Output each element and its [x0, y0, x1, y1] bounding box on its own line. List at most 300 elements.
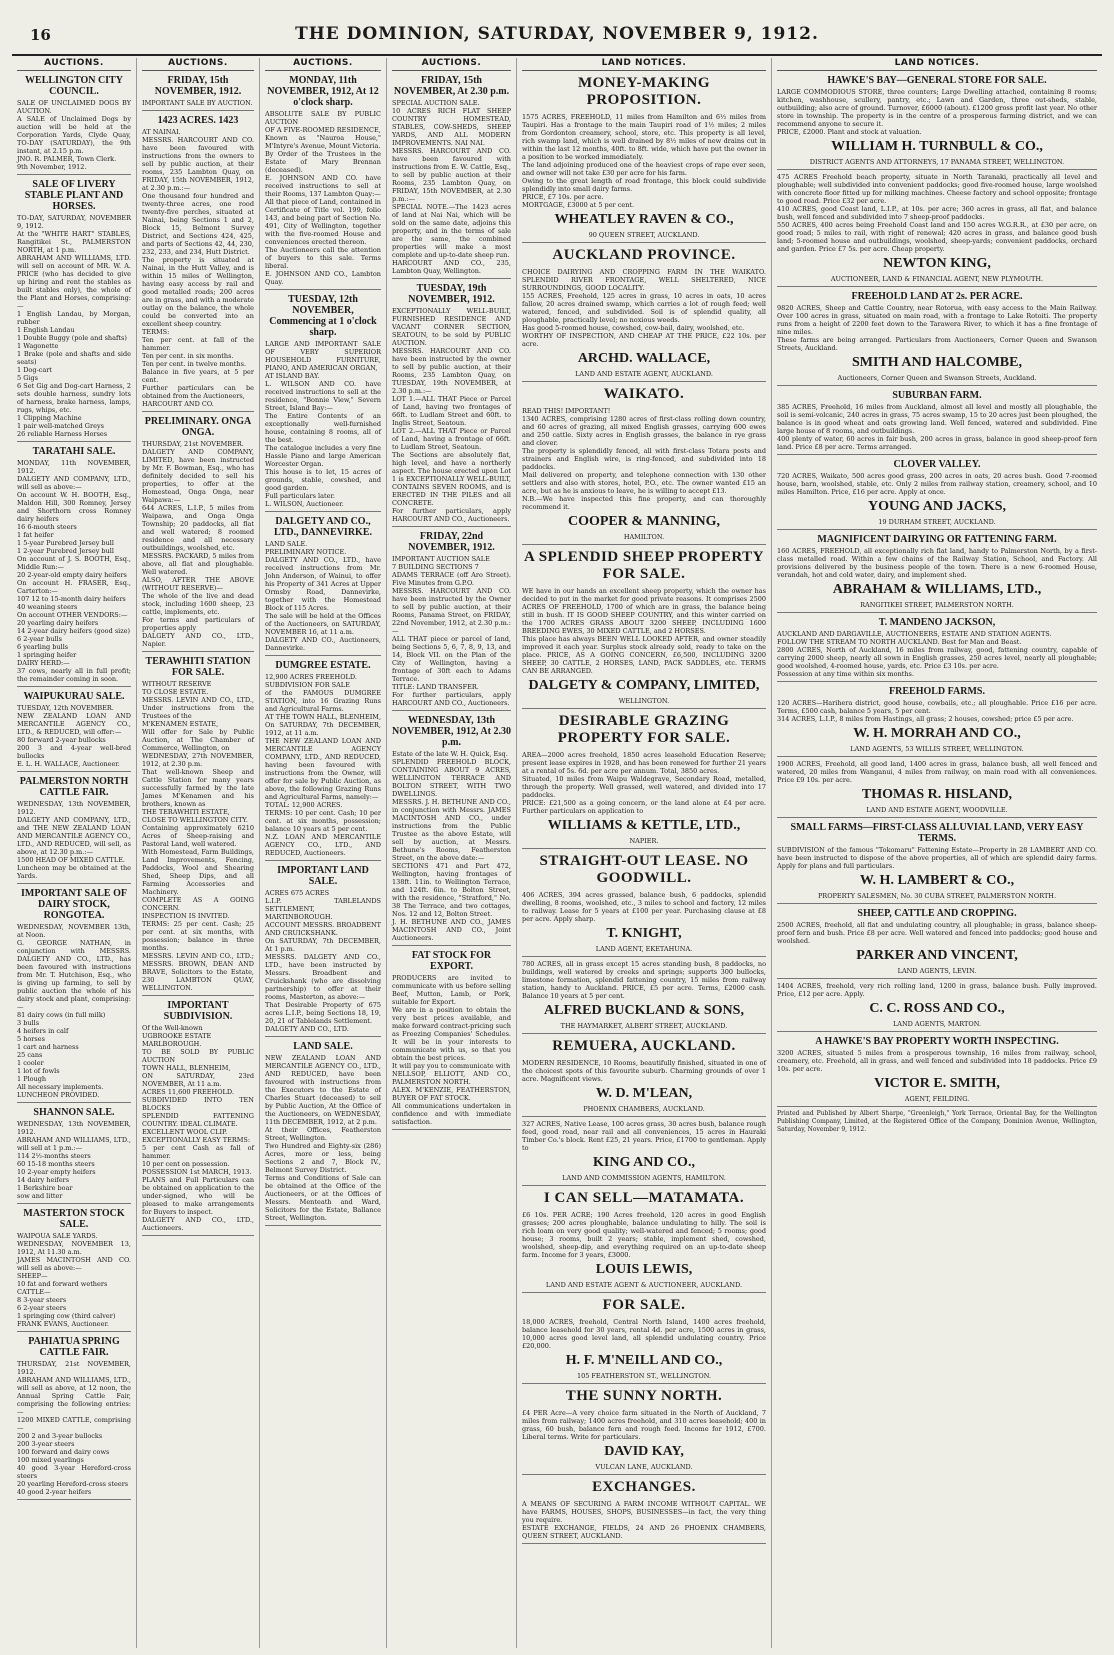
ad-text-line: 9th November, 1912. — [17, 163, 87, 171]
ad-text-line: THE TERAWHITI ESTATE, — [142, 808, 230, 816]
ad-text-line: 475 ACRES Freehold beach property, situate in North Taranaki, practically all level and ploughable; well subdivided into convenient paddocks; good five-roomed house, large woolshed with concrete floor fitted up for milking machines. Cheese factory and school opposite; frontage to good road. Price £32 per acre. — [777, 173, 1097, 205]
advertisement — [17, 446, 131, 687]
ad-text-line: L.I.P. TABLELANDS SETTLEMENT, MARTINBOROUGH. — [265, 897, 381, 921]
ad-text-line: ADAMS TERRACE (off Aro Street). Five Minutes from G.P.O. — [392, 571, 511, 587]
ad-text-line: AUCKLAND AND DARGAVILLE, AUCTIONEERS, ESTATE AND STATION AGENTS. — [777, 630, 1052, 638]
ad-text-line: 410 ACRES, good Coast land, L.I.P., at 10s. per acre; 360 acres in grass, all flat, and balance bush, well fenced and subdivided into 7 sheep-proof paddocks. — [777, 205, 1097, 221]
ad-heading: LAND SALE. — [293, 1041, 353, 1052]
ad-text-line: TOTAL: 12,900 ACRES. — [265, 801, 343, 809]
ad-firm-address: 19 DURHAM STREET, AUCKLAND. — [878, 518, 996, 526]
ad-text-line: 1 Brake (pole and shafts and side seats) — [17, 350, 131, 366]
ad-text-line: Balance in five years, at 5 per cent. — [142, 368, 254, 384]
ad-heading: TUESDAY, 19th NOVEMBER, 1912. — [408, 283, 495, 305]
advertisement — [142, 416, 254, 652]
ad-text-line: 10 per cent on possession. — [142, 1160, 230, 1168]
ad-heading: DUMGREE ESTATE. — [275, 660, 371, 671]
ad-text-line: TO BE SOLD BY PUBLIC AUCTION — [142, 1048, 254, 1064]
ad-text-line: IMPORTANT AUCTION SALE — [392, 555, 490, 563]
ad-display-heading: AUCKLAND PROVINCE. — [552, 247, 736, 263]
ad-firm-address: LAND AND ESTATE AGENT, AUCKLAND. — [575, 370, 713, 378]
ad-heading: WELLINGTON CITY COUNCIL. — [25, 75, 123, 97]
ad-firm-name: WILLIAM H. TURNBULL & CO., — [831, 139, 1043, 154]
ad-firm-name: NEWTON KING, — [883, 256, 991, 271]
ad-text-line: Has good 5-roomed house, cowshed, cow-bail, dairy, woolshed, etc. — [522, 324, 745, 332]
ad-firm-name: C. C. ROSS AND CO., — [869, 1001, 1005, 1016]
ad-heading: IMPORTANT SALE OF DAIRY STOCK, RONGOTEA. — [21, 888, 127, 921]
ad-text-line: M'KENAMEN ESTATE, — [142, 720, 219, 728]
ad-text-line: 14 2-year dairy heifers (good size) — [17, 627, 131, 635]
ad-text-line: 1200 MIXED CATTLE, comprising— — [17, 1416, 131, 1432]
ad-text-line: 10 2-year empty heifers — [17, 1168, 96, 1176]
ad-text-line: TERMS: — [142, 328, 170, 336]
ad-text-line: ALSO, AFTER THE ABOVE (WITHOUT RESERVE)— — [142, 576, 254, 592]
ad-text-line: 1 2-year Purebred Jersey bull — [17, 547, 114, 555]
ad-firm-address: DISTRICT AGENTS AND ATTORNEYS, 17 PANAMA STREET, WELLINGTON. — [809, 158, 1065, 166]
ad-text-line: LUNCHEON PROVIDED. — [17, 1091, 100, 1099]
ad-firm-name: COOPER & MANNING, — [567, 514, 721, 529]
ad-text-line: WEDNESDAY, 27th NOVEMBER, 1912, at 2.30 p.m. — [142, 752, 254, 768]
ad-text-line: 10 fat and forward wethers — [17, 1280, 108, 1288]
column-auctions-1 — [12, 58, 137, 1648]
ad-text-line: One thousand four hundred and twenty-three acres, one rood twenty-five perches, situated at Nainai, being Sections 1 and 2, Block 15, Belmont Survey District, and Sections 424, 425, and parts of Sections 42, 44, 230, 232, 233, and 234, Hutt District. — [142, 192, 254, 256]
advertisement — [777, 686, 1097, 757]
ad-text-line: 107 12 to 15-month dairy heifers — [17, 595, 126, 603]
advertisement — [522, 247, 766, 382]
ad-text-line: L. WILSON AND CO. have received instructions to sell at the residence, "Bonnie View," Severn Street, Island Bay:— — [265, 380, 381, 412]
ad-display-heading: FOR SALE. — [602, 1297, 686, 1313]
ad-text-line: L. WILSON, Auctioneer. — [265, 500, 344, 508]
ad-text-line: N.Z. LOAN AND MERCANTILE AGENCY CO., LTD., AND REDUCED, Auctioneers. — [265, 833, 381, 857]
ad-text-line: For further particulars, apply HARCOURT AND CO., Auctioneers. — [392, 507, 511, 523]
ad-text-line: PLANS and Full Particulars can be obtained on application to the under-signed, who will be pleased to make arrangements for Buyers to inspect. — [142, 1176, 254, 1216]
ad-text-line: SUBDIVISION FOR SALE — [265, 681, 350, 689]
ad-text-line: TO CLOSE ESTATE. — [142, 688, 209, 696]
advertisement — [522, 1297, 766, 1384]
ad-heading: T. MANDENO JACKSON, — [878, 617, 996, 628]
ad-text-line: MESSRS. PACKARD, 5 miles from above, all flat and ploughable. Well watered. — [142, 552, 254, 576]
advertisement — [777, 459, 1097, 530]
ad-text-line: LAND SALE. — [265, 540, 308, 548]
advertisement — [522, 853, 766, 957]
ad-firm-address: LAND AND ESTATE AGENT & AUCTIONEER, AUCKLAND. — [545, 1281, 743, 1289]
ad-text-line: LARGE AND IMPORTANT SALE OF VERY SUPERIOR HOUSEHOLD FURNITURE, PIANO, AND AMERICAN ORGAN, — [265, 340, 381, 372]
ad-heading: MONDAY, 11th NOVEMBER, 1912, At 12 o'clock sharp. — [267, 75, 379, 108]
ad-text-line: Luncheon may be obtained at the Yards. — [17, 864, 131, 880]
ad-text-line: All that piece of Land, contained in Certificate of Title vol. 199, folio 143, and being part of Section No. 491, City of Wellington, together with the five-roomed House and conveniences erected thereon. — [265, 198, 381, 246]
ad-text-line: WEDNESDAY, 13th NOVEMBER, 1912. — [17, 800, 131, 816]
ad-text-line: MESSRS. HARCOURT AND CO. have been instructed by the Owner to sell by public auction, at their Rooms, Panama Street, on FRIDAY, 22nd November, 1912, at 2.30 p.m.:— — [392, 587, 511, 635]
advertisement — [777, 822, 1097, 904]
ad-text-line: DALGETY AND CO., Auctioneers, Dannevirke. — [265, 636, 381, 652]
ad-text-line: INSPECTION IS INVITED. — [142, 912, 230, 920]
ad-text-line: COMPLETE AS A GOING CONCERN. — [142, 896, 254, 912]
ad-text-line: 100 forward and dairy cows — [17, 1448, 110, 1456]
ad-text-line: DALGETY AND CO., LTD., Napier. — [142, 632, 254, 648]
ad-text-line: WEDNESDAY, 13th NOVEMBER, 1912. — [17, 1120, 131, 1136]
ad-text-line: 314 ACRES, L.I.P., 8 miles from Hastings, all grass; 2 houses, cowshed; price £5 per acre. — [777, 715, 1074, 723]
ad-firm-address: HAMILTON. — [623, 533, 665, 541]
ad-text-line: ABRAHAM AND WILLIAMS, LTD., will sell at 1 p.m.:— — [17, 1136, 131, 1152]
column-auctions-3 — [260, 58, 387, 1648]
ad-text-line: Mail delivered on property, and telephone connection with 130 other settlers and also with stores, hotel, P.O., etc. The owner wanted £15 an acre, but as he is anxious to leave, he is willing to accept £13. — [522, 471, 766, 495]
ad-text-line: SECTIONS 471 and Part 472, Wellington, having frontages of 138ft. 11in. to Wellington Terrace, and 124ft. 6in. to Bolton Street, with the residence, "Stratford," No. 38 The Terrace, and two cottages, Nos. 12 and 12, Bolton Street. — [392, 862, 511, 918]
ad-firm-address: Auctioneers, Corner Queen and Swanson Streets, Auckland. — [837, 374, 1037, 382]
ad-text-line: MODERN RESIDENCE, 10 Rooms, beautifully finished, situated in one of the choicest spots of this favourite suburb. Charming grounds of over 1 acre. Magnificent views. — [522, 1059, 766, 1083]
ad-text-line: THURSDAY, 21st NOVEMBER, 1912. — [17, 1360, 131, 1376]
ad-text-line: TUESDAY, 12th NOVEMBER. — [17, 704, 114, 712]
ad-firm-name: ALFRED BUCKLAND & SONS, — [544, 1003, 744, 1018]
ad-text-line: 1 Dog-cart — [17, 366, 52, 374]
ad-text-line: ABSOLUTE SALE BY PUBLIC AUCTION — [265, 110, 381, 126]
ad-heading: TARATAHI SALE. — [32, 446, 116, 457]
ad-text-line: FOLLOW THE STREAM TO NORTH AUCKLAND. Best for Man and Beast. — [777, 638, 1022, 646]
ad-text-line: FRANK EVANS, Auctioneer. — [17, 1320, 109, 1328]
ad-text-line: UGBROOKE ESTATE — [142, 1032, 212, 1040]
ad-text-line: 550 ACRES, 400 acres being Freehold Coast land and 150 acres W.G.R.R., at £30 per acre, on good road; 5 miles to rail, with right of renewal; 420 acres in grass, and balance good bush land; 5-roomed house and outbuildings, woolshed, sheep-yards; convenient paddocks, orchard and garden. Price £7 5s. per acre. Cheap property. — [777, 221, 1097, 253]
ad-text-line: The whole of the live and dead stock, including 1600 sheep, 23 cattle, implements, etc. — [142, 592, 254, 616]
ad-text-line: For terms and particulars of properties apply — [142, 616, 254, 632]
ad-heading: IMPORTANT LAND SALE. — [277, 865, 369, 887]
ad-text-line: DALGETY AND CO., LTD., have received instructions from Mr. John Anderson, of Wainui, to offer his Property of 341 Acres at Upper Ormsby Road, Dannevirke, together with the Homestead Block of 115 Acres. — [265, 556, 381, 612]
ad-text-line: 120 ACRES—Harihera district, good house, cowbails, etc.; all ploughable. Price £16 per acre. Terms, £500 cash, balance 5 years, 5 per cent. — [777, 699, 1097, 715]
ad-text-line: DAIRY HERD:— — [17, 659, 70, 667]
ad-text-line: A MEANS OF SECURING A FARM INCOME WITHOUT CAPITAL. WE have FARMS, HOUSES, SHOPS, BUSINESSES—in fact, the very thing you require. — [522, 1500, 766, 1524]
ad-text-line: TITLE: LAND TRANSFER. — [392, 683, 479, 691]
ad-text-line: 1 Double Buggy (pole and shafts) — [17, 334, 127, 342]
ad-firm-address: PROPERTY SALESMEN, No. 30 CUBA STREET, PALMERSTON NORTH. — [817, 892, 1057, 900]
ad-text-line: LARGE COMMODIOUS STORE, three counters; Large Dwelling attached, containing 8 rooms; kitchen, washhouse, scullery, pantry, etc.; Lawn and Garden, three out-sheds, stable, outbuilding; also acre of ground. Turnover, £6000 (about). £1200 gross profit last year. No other store in township. The property is in the centre of a prosperous farming district, and we can recommend anyone to secure it. — [777, 88, 1097, 128]
ad-text-line: The property is splendidly fenced, all with first-class Totara posts and strainers and English wire, is ring-fenced, and subdivided into 18 paddocks. — [522, 447, 766, 471]
ad-text-line: Two Hundred and Eighty-six (286) Acres, more or less, being Sections 2 and 7, Block IV., Belmont Survey District. — [265, 1142, 381, 1174]
ad-text-line: 3 bulls — [17, 1019, 40, 1027]
advertisement — [777, 75, 1097, 170]
ad-firm-address: 90 QUEEN STREET, AUCKLAND. — [588, 231, 700, 239]
ad-text-line: 7 BUILDING SECTIONS 7 — [392, 563, 479, 571]
ad-text-line: SPLENDID FREEHOLD BLOCK, CONTAINING ABOUT 9 ACRES, WELLINGTON TERRACE AND BOLTON STREET, WITH TWO DWELLINGS. — [392, 758, 511, 798]
ad-text-line: Known as "Nauroa House," M'Intyre's Avenue, Mount Victoria. — [265, 134, 381, 150]
ad-firm-name: ABRAHAM & WILLIAMS, LTD., — [832, 582, 1042, 597]
ad-text-line: 1 Wagonette — [17, 342, 59, 350]
advertisement — [17, 691, 131, 772]
ad-firm-address: WELLINGTON. — [618, 697, 670, 705]
column-section-heading: AUCTIONS. — [142, 58, 254, 71]
ad-text-line: 8 3-year steers — [17, 1296, 67, 1304]
ad-text-line: 16 6-mouth steers — [17, 523, 77, 531]
ad-text-line: MESSRS. LEVIN AND CO., LTD., Under instructions from the Trustees of the — [142, 696, 254, 720]
ad-firm-name: PARKER AND VINCENT, — [856, 948, 1018, 963]
ad-text-line: PRICE: £21,500 as a going concern, or the land alone at £4 per acre. Further particulars on application to — [522, 799, 766, 815]
column-section-heading: AUCTIONS. — [392, 58, 511, 71]
advertisement — [17, 1336, 131, 1500]
advertisement — [522, 1038, 766, 1117]
ad-display-heading: THE SUNNY NORTH. — [565, 1388, 723, 1404]
advertisement — [777, 617, 1097, 682]
advertisement — [17, 1208, 131, 1332]
ad-text-line: 406 ACRES, 394 acres grassed, balance bush, 6 paddocks, splendid dwelling, 8 rooms, woolshed, etc., 3 miles to school and factory, 12 miles to railway. Lease for 5 years at £100 per year. Purchasing clause at £8 per acre. Apply sharp. — [522, 891, 766, 923]
ad-text-line: 160 ACRES, FREEHOLD, all exceptionally rich flat land, handy to Palmerston North, by a first-class metalled road. Within a few chains of the Railway Station, School, and Factory. All provisions delivered by the business people of the town. There is a new 6-roomed House, verandah, hot and cold water, dairy, and implement shed. — [777, 547, 1097, 579]
ad-text-line: MESSRS. HARCOURT AND CO. have been favoured with instructions from the owners to sell by public auction, at their rooms, 235 Lambton Quay, on FRIDAY, 15th NOVEMBER, 1912, at 2.30 p.m.:— — [142, 136, 254, 192]
ad-text-line: J. H. BETHUNE AND CO., JAMES MACINTOSH AND CO., Joint Auctioneers. — [392, 918, 511, 942]
ad-text-line: ACRES 11,600 FREEHOLD. — [142, 1088, 234, 1096]
ad-text-line: 200 2 and 3-year bullocks — [17, 1432, 103, 1440]
ad-text-line: ALL THAT piece or parcel of land, being Sections 5, 6, 7, 8, 9, 13, and 14, Block VII. on the Plan of the City of Wellington, having a frontage of 30ft each to Adams Terrace. — [392, 635, 511, 683]
ad-text-line: 1 springing cow (third calver) — [17, 1312, 116, 1320]
advertisement — [265, 660, 381, 861]
ad-text-line: MESSRS. DALGETY AND CO., LTD., have been instructed by Messrs. Broadbent and Cruickshank (who are dissolving partnership) to offer at their rooms, Masterton, as above:— — [265, 953, 381, 1001]
ad-text-line: 327 ACRES, Native Lease, 100 acres grass, 30 acres bush, balance rough feed, good road, near rail and all conveniences, 15 acres in Hauraki Timber Co.'s block. Rent £25, 21 years. Price, £1700 to gentleman. Apply to — [522, 1120, 766, 1152]
ad-text-line: WEDNESDAY, NOVEMBER 13th, at Noon. — [17, 923, 131, 939]
ad-text-line: MESSRS. HARCOURT AND CO. have been favoured with instructions from E. W. Cattle, Esq., to sell by public auction at their Rooms, 235 Lambton Quay, on FRIDAY, 15th NOVEMBER, at 2.30 p.m.:— — [392, 147, 511, 203]
ad-text-line: 1500 HEAD OF MIXED CATTLE. — [17, 856, 126, 864]
ad-text-line: All necessary implements. — [17, 1083, 104, 1091]
ad-text-line: MORTGAGE, £3000 at 5 per cent. — [522, 201, 635, 209]
ad-display-heading: I CAN SELL—MATAMATA. — [543, 1190, 745, 1206]
ad-text-line: The Entire Contents of an exceptionally well-furnished house, containing 8 rooms, all of the best. — [265, 412, 381, 444]
ad-text-line: 200 3-year steers — [17, 1440, 75, 1448]
ad-text-line: 40 good 3-year Hereford-cross steers — [17, 1464, 131, 1480]
ad-heading: FRIDAY, 15th NOVEMBER, 1912. — [154, 75, 242, 97]
advertisement — [522, 1190, 766, 1293]
ad-text-line: £4 PER Acre—A very choice farm situated in the North of Auckland, 7 miles from railway; 1400 acres freehold, and 310 acres leasehold; 400 in grass, 60 bush, balance fern and rough feed. Income for 1912, £700. Liberal terms. Write for particulars. — [522, 1409, 766, 1441]
ad-text-line: TO-DAY, SATURDAY, NOVEMBER 9, 1912. — [17, 214, 131, 230]
ad-text-line: This house is to let, 15 acres of grounds, stable, cowshed, and good garden. — [265, 468, 381, 492]
advertisement — [265, 516, 381, 656]
ad-text-line: PRICE, £7 10s. per acre. — [522, 193, 604, 201]
ad-text-line: DALGETY AND CO., LTD., Auctioneers. — [142, 1216, 254, 1232]
ad-heading: FREEHOLD FARMS. — [889, 686, 985, 697]
ad-text-line: On account of J. S. BOOTH, Esq., Middle Run:— — [17, 555, 131, 571]
ad-text-line: SALE OF UNCLAIMED DOGS BY AUCTION. — [17, 99, 131, 115]
ad-text-line: At their Offices, Featherston Street, Wellington. — [265, 1126, 381, 1142]
ad-text-line: DALGETY AND COMPANY, LTD., and THE NEW ZEALAND LOAN AND MERCANTILE AGENCY CO., LTD., AND REDUCED, will sell, as above, at 12.30 p.m.:— — [17, 816, 131, 856]
ad-text-line: ALEX. M'KENZIE, FEATHERSTON, BUYER OF FAT STOCK. — [392, 1086, 511, 1102]
ad-text-line: 1 cooler — [17, 1059, 44, 1067]
advertisement — [17, 179, 131, 442]
ad-text-line: CLOSE TO WELLINGTON CITY. — [142, 816, 248, 824]
advertisement — [522, 386, 766, 545]
ad-text-line: WEDNESDAY, NOVEMBER 13, 1912, At 11.30 a.m. — [17, 1240, 131, 1256]
ad-text-line: ACRES 675 ACRES — [265, 889, 330, 897]
ad-heading: IMPORTANT SUBDIVISION. — [163, 1000, 233, 1022]
ad-text-line: 26 reliable Harness Horses — [17, 430, 108, 438]
ad-text-line: 3200 ACRES, situated 5 miles from a prosperous township, 16 miles from railway, school, creamery, etc. Freehold, all in grass, and well fenced and subdivided into 18 paddocks. Price £9 10s. per acre. — [777, 1049, 1097, 1073]
ad-text-line: 14 dairy heifers — [17, 1176, 70, 1184]
ad-text-line: ACCOUNT MESSRS. BROADBENT AND CRUICKSHANK. — [265, 921, 381, 937]
ad-text-line: 155 ACRES, Freehold, 125 acres in grass, 10 acres in oats, 10 acres fallow, 20 acres drained swamp, which carries a lot of rough feed; well watered, fenced, and subdivided. Soil is of splendid quality, all ploughable, practically level; no noxious weeds. — [522, 292, 766, 324]
ad-heading: SALE OF LIVERY STABLE PLANT AND HORSES. — [24, 179, 124, 212]
ad-text-line: NELLSOP, ELLIOTT, AND CO., PALMERSTON NORTH. — [392, 1070, 511, 1086]
ad-text-line: HARCOURT AND CO. — [142, 400, 214, 408]
ad-text-line: 200 3 and 4-year well-bred bullocks — [17, 744, 131, 760]
advertisement — [142, 115, 254, 412]
ad-text-line: All communications undertaken in confidence and with immediate satisfaction. — [392, 1102, 511, 1126]
column-land-notices-1 — [517, 58, 772, 1648]
advertisement — [522, 75, 766, 243]
ad-firm-name: VICTOR E. SMITH, — [874, 1076, 1000, 1091]
ad-text-line: The sale will be held at the Offices of the Auctioneers, on SATURDAY, NOVEMBER 16, at 11 a.m. — [265, 612, 381, 636]
ad-text-line: WORTHY OF INSPECTION, AND CHEAP AT THE PRICE, £22 10s. per acre. — [522, 332, 766, 348]
ad-text-line: ABRAHAM AND WILLIAMS, LTD. will sell on account of MR. W. A. PRICE (who has decided to give up hiring and rent the stables as built stables only), the whole of the Plant and Horses, comprising:— — [17, 254, 131, 310]
ad-heading: CLOVER VALLEY. — [893, 459, 981, 470]
advertisement — [392, 531, 511, 711]
ad-text-line: Ten per cent. in twelve months. — [142, 360, 247, 368]
ad-text-line: LOT 1.—ALL THAT Piece or Parcel of Land, having two frontages of 66ft. to Ludlam Street and 60ft. to Inglis Street, Seatoun. — [392, 395, 511, 427]
ad-text-line: E. L. H. WALLACE, Auctioneer. — [17, 760, 120, 768]
ad-text-line: 1 Clipping Machine — [17, 414, 82, 422]
ad-text-line: LOT 2.—ALL THAT Piece or Parcel of Land, having a frontage of 66ft. to Ludlam Street, Seatoun. — [392, 427, 511, 451]
ad-text-line: 1 fat heifer — [17, 531, 54, 539]
ad-display-heading: A SPLENDID SHEEP PROPERTY FOR SALE. — [524, 549, 764, 582]
column-section-heading: LAND NOTICES. — [522, 58, 766, 71]
ad-text-line: The Sections are absolutely flat, high level, and have a northerly aspect. The house erected upon Lot 1 is EXCEPTIONALLY WELL-BUILT, CONTAINS SEVEN ROOMS, and is ERECTED IN THE PILES and all CONCRETE. — [392, 451, 511, 507]
advertisement — [777, 908, 1097, 979]
advertisement — [265, 294, 381, 512]
ad-firm-name: W. H. MORRAH AND CO., — [853, 726, 1021, 741]
ad-text-line: 1 English Landau, by Morgan, rubber — [17, 310, 131, 326]
ad-text-line: SUBDIVIDED INTO TEN BLOCKS — [142, 1096, 254, 1112]
ad-firm-address: THE HAYMARKET, ALBERT STREET, AUCKLAND. — [560, 1022, 728, 1030]
ad-firm-address: AGENT, FEILDING. — [904, 1095, 970, 1103]
ad-text-line: EXCELLENT WOOL CLIP. — [142, 1128, 228, 1136]
ad-text-line: 644 ACRES, L.I.P., 5 miles from Waipawa, and Onga Onga Township; 20 paddocks, all flat and well watered; 8 roomed residence and all necessary outbuildings, woolshed, etc. — [142, 504, 254, 552]
ad-text-line: The Auctioneers call the attention of buyers to this sale. Terms liberal. — [265, 246, 381, 270]
ad-heading: FREEHOLD LAND AT 2s. PER ACRE. — [851, 291, 1023, 302]
ad-text-line: NEW ZEALAND LOAN AND MERCANTILE AGENCY CO., LTD., AND REDUCED, have been favoured with instructions from the Executors to the Estate of Charles Stuart (deceased) to sell by Public Auction, At the Office of the Auctioneers, on WEDNESDAY, 11th DECEMBER, 1912, at 2 p.m. — [265, 1054, 381, 1126]
ad-text-line: SPECIAL NOTE.—The 1423 acres of land at Nai Nai, which will be sold on the same date, adjoins this property, and in the terms of sale are the same, the combined properties will make a most complete and up-to-date sheep run. — [392, 203, 511, 259]
column-auctions-4 — [387, 58, 517, 1648]
advertisement — [392, 75, 511, 279]
ad-text-line: 5 per cent Cash as fall of hammer. — [142, 1144, 254, 1160]
ad-text-line: PRELIMINARY NOTICE. — [265, 548, 347, 556]
ad-firm-name: WILLIAMS & KETTLE, LTD., — [547, 818, 741, 833]
ad-text-line: 4 heifers in calf — [17, 1027, 69, 1035]
ad-text-line: CATTLE— — [17, 1288, 51, 1296]
advertisement — [777, 173, 1097, 287]
ad-text-line: We are in a position to obtain the very best prices available, and make forward contract-pricing such as Freezing Companies' Schedules. It will be in your interests to communicate with us, so that you obtain the best prices. — [392, 1006, 511, 1062]
advertisement — [265, 865, 381, 1037]
ad-firm-address: PHOENIX CHAMBERS, AUCKLAND. — [583, 1105, 705, 1113]
ad-heading: PALMERSTON NORTH CATTLE FAIR. — [19, 776, 129, 798]
ad-text-line: Ten per cent. in six months. — [142, 352, 234, 360]
ad-text-line: 10 ACRES RICH FLAT SHEEP COUNTRY HOMESTEAD, STABLES, COW-SHEDS, SHEEP YARDS, AND ALL MODERN IMPROVEMENTS. NAI NAI. — [392, 107, 511, 147]
ad-firm-name: YOUNG AND JACKS, — [867, 499, 1007, 514]
ad-firm-address: LAND AGENTS, 53 WILLIS STREET, WELLINGTON. — [850, 745, 1024, 753]
ad-text-line: 18,000 ACRES, freehold, Central North Island, 1400 acres freehold, balance leasehold for 30 years, rental 4d. per acre, 1500 acres in grass, 10,000 acres good level land, all splendid undulating country. Price £20,000. — [522, 1318, 766, 1350]
ad-text-line: WE have in our hands an excellent sheep property, which the owner has decided to put in the market for good private reasons. It comprises 2500 ACRES OF FREEHOLD, 1700 of which are in grass, the balance being still in bush. IT IS GOOD SHEEP COUNTRY, and this winter carried on the 1700 ACRES GRASS ABOUT 3200 SHEEP, INCLUDING 1600 BREEDING EWES, 30 MIXED CATTLE, and 2 HORSES. — [522, 587, 766, 635]
ad-text-line: Estate of the late W. H. Quick, Esq. — [392, 750, 508, 758]
ad-text-line: SUBDIVISION of the famous "Tokomaru" Fattening Estate—Property in 28 LAMBERT AND CO. have been instructed to dispose of the above properties, all of which are splendid dairy farms. Apply for plans and full particulars. — [777, 846, 1097, 870]
ad-text-line: 6 2-year bulls — [17, 635, 62, 643]
ad-text-line: 37 cows, nearly all in full profit; the remainder coming in soon. — [17, 667, 131, 683]
ad-text-line: At the "WHITE HART" STABLES, Rangitikei St., PALMERSTON NORTH, at 1 p.m. — [17, 230, 131, 254]
ad-text-line: 40 weaning steers — [17, 603, 78, 611]
advertisement — [265, 1041, 381, 1226]
ad-firm-address: 105 FEATHERSTON ST., WELLINGTON. — [576, 1372, 712, 1380]
ad-firm-address: LAND AGENTS, LEVIN. — [897, 967, 977, 975]
printer-imprint: Printed and Published by Albert Sharpe, "Greenleigh," York Terrace, Oriental Bay, for the Wellington Publishing Company, Limited, at the Registered Office of the Company, Dominion Avenue, Wellington, Saturday, November 9, 1912. — [777, 1110, 1097, 1133]
ad-text-line: 385 ACRES, Freehold, 16 miles from Auckland, almost all level and mostly all ploughable, the soil is semi-volcanic, 240 acres in grass, 75 acres swamp, 15 to 20 acres just been ploughed, the balance is in good wheat and oats growing land. Well fenced, watered and subdivided. Fine large house of 8 rooms, and outbuildings. — [777, 403, 1097, 435]
ad-text-line: ON SATURDAY, 23rd NOVEMBER, At 11 a.m. — [142, 1072, 254, 1088]
advertisement — [522, 549, 766, 709]
ad-heading: SUBURBAN FARM. — [892, 390, 982, 401]
ad-text-line: 80 forward 2-year bullocks — [17, 736, 106, 744]
ad-text-line: WITHOUT RESERVE — [142, 680, 212, 688]
ad-text-line: TERMS: 25 per cent. Cash; 25 per cent. at six months, with possession; balance in three months. — [142, 920, 254, 952]
advertisement — [17, 1107, 131, 1204]
ad-text-line: 20 yearling dairy heifers — [17, 619, 99, 627]
ad-text-line: That well-known Sheep and Cattle Station for many years successfully farmed by the late James M'Kenamen and his brothers, known as — [142, 768, 254, 808]
ad-text-line: 12,900 ACRES FREEHOLD. — [265, 673, 357, 681]
ad-text-line: PRODUCERS are invited to communicate with us before selling Beef, Mutton, Lamb, or Pork, suitable for Export. — [392, 974, 511, 1006]
ad-heading: PRELIMINARY. ONGA ONGA. — [144, 416, 252, 438]
ad-text-line: CHOICE DAIRYING AND CROPPING FARM IN THE WAIKATO. SPLENDID RIVER FRONTAGE, WELL SHELTERED, NICE SURROUNDINGS, GOOD LOCALITY. — [522, 268, 766, 292]
ad-heading: MAGNIFICENT DAIRYING OR FATTENING FARM. — [817, 534, 1057, 545]
ad-text-line: 81 dairy cows (in full milk) — [17, 1011, 106, 1019]
column-land-notices-2 — [772, 58, 1102, 1648]
ad-text-line: 100 mixed yearlings — [17, 1456, 84, 1464]
ad-text-line: 1 Berkshire boar — [17, 1184, 73, 1192]
ad-text-line: EXCEPTIONALLY WELL-BUILT, FURNISHED RESIDENCE AND VACANT CORNER SECTION, SEATOUN, to be sold by PUBLIC AUCTION. — [392, 307, 511, 347]
advertisement — [522, 1120, 766, 1186]
advertisement — [522, 1388, 766, 1475]
ad-firm-name: ARCHD. WALLACE, — [577, 351, 711, 366]
column-section-heading: AUCTIONS. — [265, 58, 381, 71]
ad-text-line: On SATURDAY, 7th DECEMBER, 1912, at 11 a.m. — [265, 721, 381, 737]
ad-text-line: MONDAY, 11th NOVEMBER, 1912. — [17, 459, 131, 475]
ad-text-line: E. JOHNSON AND CO. have received instructions to sell at their Rooms, 137 Lambton Quay:— — [265, 174, 381, 198]
ad-text-line: 1404 ACRES, freehold, very rich rolling land, 1200 in grass, balance bush. Fully improved. Price, £12 per acre. Apply. — [777, 982, 1097, 998]
ad-text-line: of the FAMOUS DUMGREE STATION, into 16 Grazing Runs and Agricultural Farms. — [265, 689, 381, 713]
ad-text-line: On account OTHER VENDORS:— — [17, 611, 128, 619]
ad-text-line: These farms are being arranged. Particulars from Auctioneers, Corner Queen and Swanson Streets, Auckland. — [777, 336, 1097, 352]
ad-firm-name: LOUIS LEWIS, — [595, 1262, 693, 1277]
ad-display-heading: MONEY-MAKING PROPOSITION. — [577, 75, 711, 108]
ad-firm-address: VULCAN LANE, AUCKLAND. — [595, 1463, 693, 1471]
ad-text-line: E. JOHNSON AND CO., Lambton Quay. — [265, 270, 381, 286]
ad-firm-address: RANGITIKEI STREET, PALMERSTON NORTH. — [860, 601, 1014, 609]
advertisement — [777, 390, 1097, 455]
ad-text-line: 9820 ACRES, Sheep and Cattle Country, near Rotorua, with easy access to the Main Railway. Over 100 acres in grass, situated on main road, with a frontage to Lake Rotoiti. The property runs from a height of 2200 feet down to the Tarawera River, to which it has a fine frontage of nine miles. — [777, 304, 1097, 336]
advertisement — [522, 1479, 766, 1544]
advertisement — [777, 760, 1097, 818]
ad-text-line: MESSRS. J. H. BETHUNE AND CO., in conjunction with Messrs. JAMES MACINTOSH AND CO., under instructions from the Public Trustee as the above Estate, will sell by auction, at Messrs. Bethune's Rooms, Featherston Street, on the above date:— — [392, 798, 511, 862]
ad-text-line: 720 ACRES, Waikato, 500 acres good grass, 200 acres in oats, 20 acres bush. Good 7-roomed house, barn, woolshed, stable, etc. Only 2 miles from railway station, creamery, school, and 10 miles Hamilton. Price, £16 per acre. Apply at once. — [777, 472, 1097, 496]
ad-text-line: With Homestead, Farm Buildings, Land Improvements, Fencing, Paddocks, Wool and Shearing Shed, Sheep Dips, and all Farming Accessories and Machinery. — [142, 848, 254, 896]
ad-text-line: AREA—2000 acres freehold, 1850 acres leasehold Education Reserve; present lease expires in 1928, and has been renewed for further 21 years at a rental of 5s. 6d. per acre per annum. Total, 3850 acres. — [522, 751, 766, 775]
ad-text-line: 114 2½-months steers — [17, 1152, 91, 1160]
ad-text-line: 1 5-year Purebred Jersey bull — [17, 539, 114, 547]
ad-text-line: That Desirable Property of 675 acres L.I.P., being Sections 18, 19, 20, 21 of Tablelands Settlement. — [265, 1001, 381, 1025]
ad-text-line: NEW ZEALAND LOAN AND MERCANTILE AGENCY CO., LTD., & REDUCED, will offer:— — [17, 712, 131, 736]
ad-firm-name: WHEATLEY RAVEN & CO., — [554, 212, 734, 227]
ad-text-line: 1 springing heifer — [17, 651, 77, 659]
ad-text-line: TOWN HALL, BLENHEIM, — [142, 1064, 231, 1072]
advertisement — [777, 291, 1097, 386]
ad-firm-name: THOMAS R. HISLAND, — [861, 787, 1013, 802]
ad-text-line: £6 10s. PER ACRE; 190 Acres freehold, 120 acres in good English grasses; 200 acres ploughable, balance undulating to hilly. The soil is rich loam on very good quality; well-watered and fenced; 5 rooms; good house; 3 rooms, built 2 years; stable, implement shed, cowshed, woolshed, sheep-dip, and everything required on an up-to-date sheep farm. Income for 3 years, £3000. — [522, 1211, 766, 1259]
ad-text-line: DALGETY AND COMPANY, LTD., will sell as above:— — [17, 475, 131, 491]
ad-text-line: 2800 ACRES, North of Auckland, 16 miles from railway, good, fattening country, capable of carrying 2000 sheep, nearly all sown in English grasses, 250 acres level, nearly all ploughable; good woolshed, 4-roomed house, yards, etc. Price £3 10s. per acre. — [777, 646, 1097, 670]
advertisement — [522, 713, 766, 849]
ad-firm-name: T. KNIGHT, — [606, 926, 682, 941]
ad-text-line: ABRAHAM AND WILLIAMS, LTD., will sell as above, at 12 noon, the Annual Spring Cattle Fair, comprising the following entries:— — [17, 1376, 131, 1416]
advertisement — [777, 534, 1097, 613]
advertisement — [17, 75, 131, 175]
ad-text-line: 2500 ACRES, freehold, all flat and undulating country, all ploughable; in grass, balance sheep-proof fern and bush. Price £8 per acre. Well watered and fenced into paddocks; good house and woolshed. — [777, 921, 1097, 945]
ad-text-line: A SALE of Unclaimed Dogs by auction will be held at the Corporation Yards, Clyde Quay, TO-DAY (SATURDAY), the 9th instant, at 2.15 p.m. — [17, 115, 131, 155]
ad-text-line: TERMS: 10 per cent. Cash; 10 per cent. at six months, possession; balance 10 years at 5 per cent. — [265, 809, 381, 833]
ad-text-line: POSSESSION 1st MARCH, 1913. — [142, 1168, 252, 1176]
